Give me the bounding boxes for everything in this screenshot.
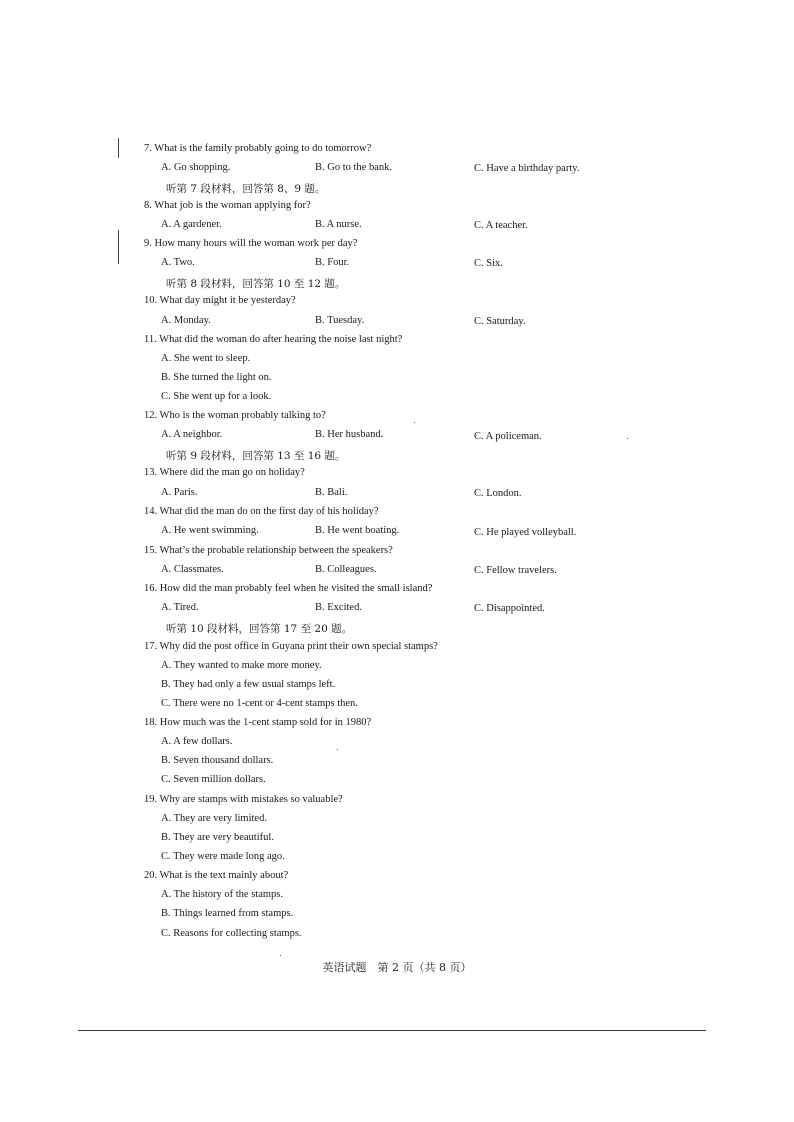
question-8-stem: 8. What job is the woman applying for?	[144, 200, 311, 211]
margin-mark	[118, 138, 119, 158]
question-8-option-a: A. A gardener.	[161, 219, 222, 230]
question-10-stem: 10. What day might it be yesterday?	[144, 295, 296, 306]
section-instruction-9: 听第 9 段材料，回答第 13 至 16 题。	[166, 450, 346, 462]
question-13-option-a: A. Paris.	[161, 487, 198, 498]
question-16-option-a: A. Tired.	[161, 602, 199, 613]
question-20-option-a: A. The history of the stamps.	[161, 889, 284, 900]
section-instruction-10: 听第 10 段材料，回答第 17 至 20 题。	[166, 623, 353, 635]
scan-speck	[280, 955, 281, 956]
question-19-option-a: A. They are very limited.	[161, 813, 267, 824]
question-17-option-c: C. There were no 1-cent or 4-cent stamps then.	[161, 698, 358, 709]
question-15-option-b: B. Colleagues.	[315, 564, 377, 575]
question-9-option-a: A. Two.	[161, 257, 195, 268]
question-9-stem: 9. How many hours will the woman work per day?	[144, 238, 358, 249]
question-11-option-c: C. She went up for a look.	[161, 391, 272, 402]
section-instruction-8: 听第 8 段材料，回答第 10 至 12 题。	[166, 278, 346, 290]
question-17-option-b: B. They had only a few usual stamps left.	[161, 679, 336, 690]
question-14-option-b: B. He went boating.	[315, 525, 400, 536]
question-19-option-c: C. They were made long ago.	[161, 851, 285, 862]
question-10-option-b: B. Tuesday.	[315, 315, 365, 326]
question-18-option-c: C. Seven million dollars.	[161, 774, 266, 785]
question-13-option-c: C. London.	[474, 488, 522, 499]
question-19-option-b: B. They are very beautiful.	[161, 832, 274, 843]
page-footer: 英语试题 第 2 页（共 8 页）	[322, 961, 472, 974]
question-16-option-b: B. Excited.	[315, 602, 362, 613]
question-14-option-a: A. He went swimming.	[161, 525, 259, 536]
question-17-stem: 17. Why did the post office in Guyana print their own special stamps?	[144, 641, 438, 652]
question-20-option-c: C. Reasons for collecting stamps.	[161, 928, 302, 939]
question-18-option-b: B. Seven thousand dollars.	[161, 755, 274, 766]
question-18-stem: 18. How much was the 1-cent stamp sold for in 1980?	[144, 717, 372, 728]
question-12-option-c: C. A policeman.	[474, 431, 542, 442]
question-7-option-b: B. Go to the bank.	[315, 162, 392, 173]
question-9-option-b: B. Four.	[315, 257, 350, 268]
question-10-option-c: C. Saturday.	[474, 316, 526, 327]
question-12-option-b: B. Her husband.	[315, 429, 384, 440]
question-18-option-a: A. A few dollars.	[161, 736, 233, 747]
question-8-option-c: C. A teacher.	[474, 220, 528, 231]
scan-speck	[337, 749, 338, 750]
question-11-option-b: B. She turned the light on.	[161, 372, 272, 383]
question-19-stem: 19. Why are stamps with mistakes so valuable?	[144, 794, 343, 805]
question-12-stem: 12. Who is the woman probably talking to?	[144, 410, 326, 421]
question-17-option-a: A. They wanted to make more money.	[161, 660, 322, 671]
question-11-stem: 11. What did the woman do after hearing the noise last night?	[144, 334, 403, 345]
section-instruction-7: 听第 7 段材料，回答第 8、9 题。	[166, 183, 326, 195]
question-15-stem: 15. What’s the probable relationship between the speakers?	[144, 545, 393, 556]
question-7-option-c: C. Have a birthday party.	[474, 163, 580, 174]
question-11-option-a: A. She went to sleep.	[161, 353, 251, 364]
question-15-option-c: C. Fellow travelers.	[474, 565, 557, 576]
question-15-option-a: A. Classmates.	[161, 564, 224, 575]
bottom-rule	[78, 1030, 706, 1031]
question-13-option-b: B. Bali.	[315, 487, 348, 498]
question-12-option-a: A. A neighbor.	[161, 429, 223, 440]
question-10-option-a: A. Monday.	[161, 315, 211, 326]
question-14-option-c: C. He played volleyball.	[474, 527, 577, 538]
question-8-option-b: B. A nurse.	[315, 219, 362, 230]
question-13-stem: 13. Where did the man go on holiday?	[144, 467, 305, 478]
scan-speck	[414, 422, 415, 423]
question-20-stem: 20. What is the text mainly about?	[144, 870, 289, 881]
question-14-stem: 14. What did the man do on the first day of his holiday?	[144, 506, 379, 517]
margin-mark	[118, 230, 119, 264]
question-7-option-a: A. Go shopping.	[161, 162, 231, 173]
scan-speck	[627, 438, 628, 439]
question-16-stem: 16. How did the man probably feel when he visited the small island?	[144, 583, 433, 594]
question-16-option-c: C. Disappointed.	[474, 603, 545, 614]
question-9-option-c: C. Six.	[474, 258, 503, 269]
question-20-option-b: B. Things learned from stamps.	[161, 908, 294, 919]
question-7-stem: 7. What is the family probably going to do tomorrow?	[144, 143, 372, 154]
